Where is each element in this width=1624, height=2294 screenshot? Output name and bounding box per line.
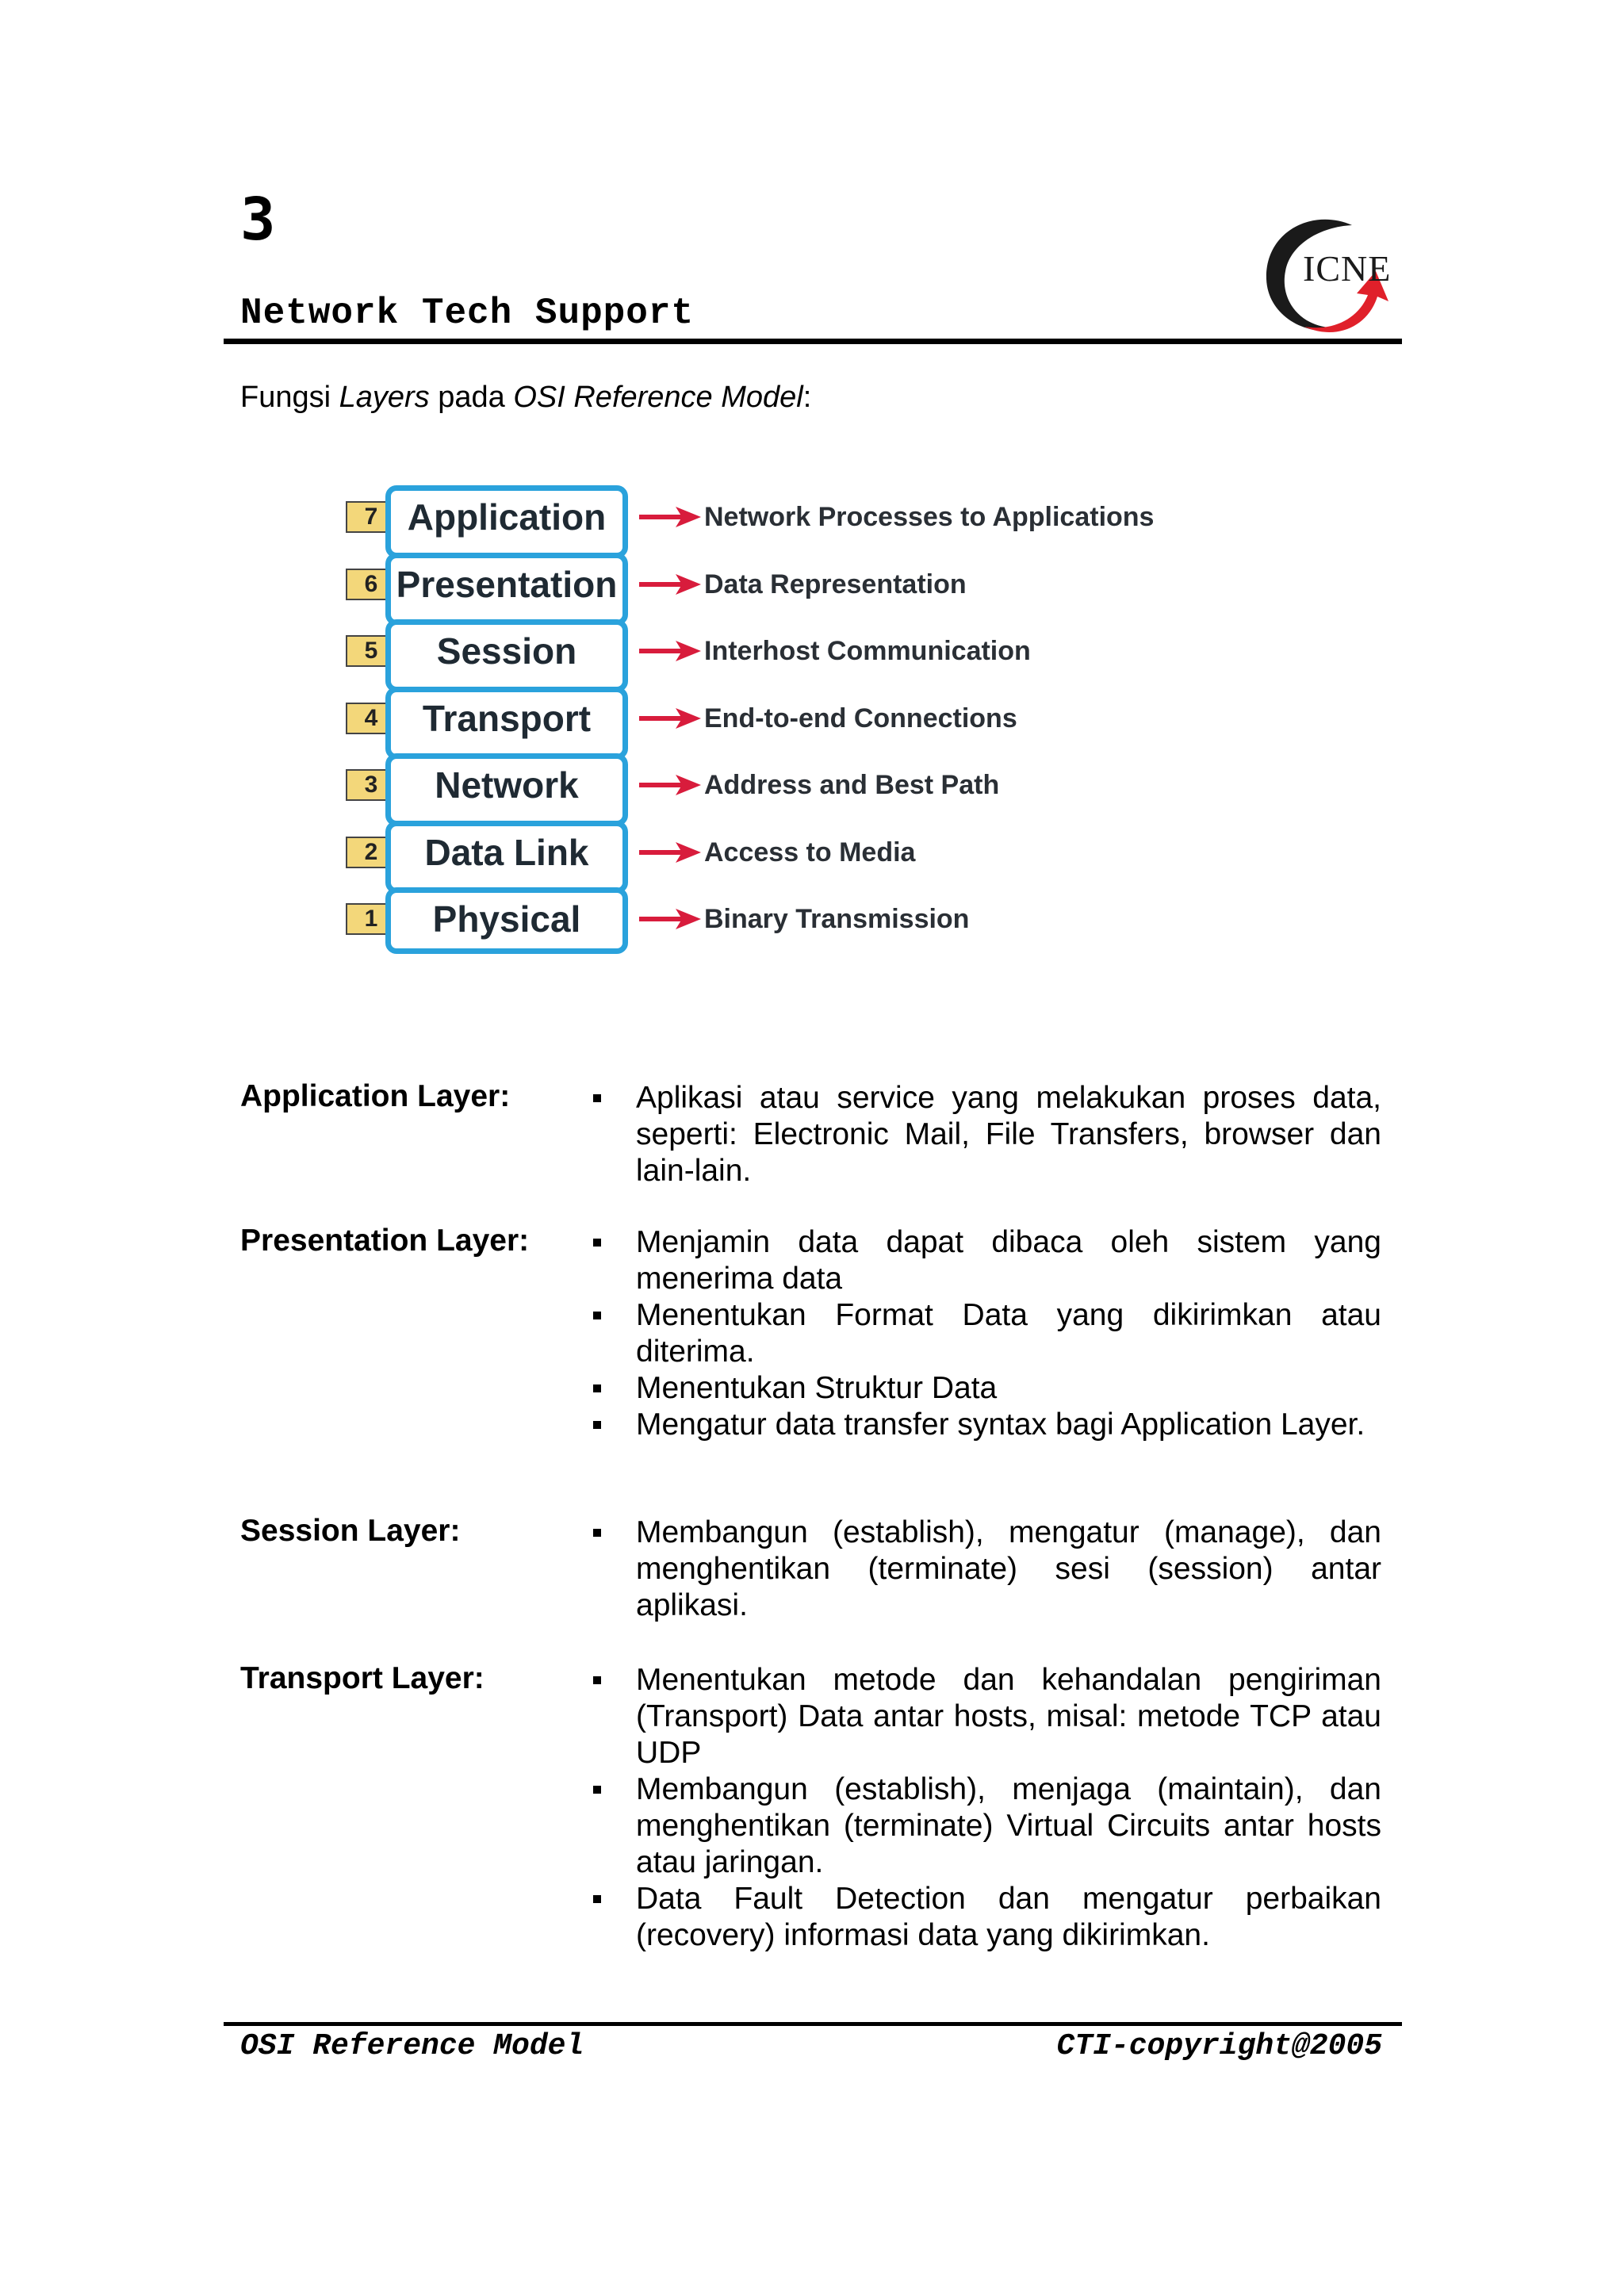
intro-text [240, 380, 811, 416]
section-label: Presentation Layer: [240, 1224, 530, 1258]
layer-box: Transport [385, 687, 628, 760]
bullet-item: Membangun (establish), menjaga (maintain), dan menghentikan (terminate) Virtual Circuits antar hosts atau jaringan. [588, 1771, 1381, 1881]
section-bullets [588, 1224, 1381, 1443]
layer-box: Network [385, 753, 628, 826]
layer-box: Session [385, 619, 628, 692]
layer-number: 5 [346, 635, 396, 667]
layer-function: Binary Transmission [704, 904, 970, 934]
section-label: Application Layer: [240, 1079, 511, 1113]
layer-box: Presentation [385, 553, 628, 626]
layer-function: Data Representation [704, 569, 967, 599]
intro-osi-model: OSI Reference Model [513, 381, 803, 414]
layer-function: Access to Media [704, 837, 916, 867]
intro-layers: Layers [339, 381, 430, 414]
layer-function: Address and Best Path [704, 770, 1000, 800]
layer-number: 2 [346, 837, 396, 868]
bullet-item: Menentukan Struktur Data [588, 1370, 1381, 1407]
arrow-icon [639, 907, 701, 931]
intro-middle: pada [429, 381, 514, 414]
layer-function: End-to-end Connections [704, 703, 1017, 733]
icne-logo [1257, 208, 1392, 343]
arrow-icon [639, 573, 701, 596]
bullet-item: Mengatur data transfer syntax bagi Application Layer. [588, 1407, 1381, 1443]
arrow-icon [639, 841, 701, 864]
layer-number: 1 [346, 903, 396, 935]
layer-number: 7 [346, 501, 396, 533]
layer-box: Application [385, 485, 628, 558]
section-label: Session Layer: [240, 1514, 461, 1548]
intro-suffix: : [802, 381, 812, 414]
arrow-icon [639, 773, 701, 797]
layer-number: 3 [346, 769, 396, 801]
logo-text: ICNE [1303, 248, 1392, 289]
footer-divider [224, 2022, 1402, 2026]
footer-copyright: CTI-copyright@2005 [1056, 2029, 1382, 2063]
header-title: Network Tech Support [240, 293, 695, 334]
layer-number: 6 [346, 569, 396, 600]
bullet-item: Aplikasi atau service yang melakukan proses data, seperti: Electronic Mail, File Transfers, browser dan lain-lain. [588, 1080, 1381, 1189]
layer-box: Data Link [385, 821, 628, 894]
section-bullets [588, 1515, 1381, 1624]
layer-function: Network Processes to Applications [704, 502, 1155, 532]
bullet-item: Membangun (establish), mengatur (manage), dan menghentikan (terminate) sesi (session) antar aplikasi. [588, 1515, 1381, 1624]
intro-prefix: Fungsi [240, 381, 339, 414]
layer-box: Physical [385, 887, 628, 954]
footer-title: OSI Reference Model [240, 2029, 584, 2063]
arrow-icon [639, 639, 701, 663]
arrow-icon [639, 707, 701, 730]
osi-diagram [341, 485, 1213, 969]
header-divider [224, 339, 1402, 344]
bullet-item: Menentukan metode dan kehandalan pengiriman (Transport) Data antar hosts, misal: metode TCP atau UDP [588, 1662, 1381, 1771]
bullet-item: Menjamin data dapat dibaca oleh sistem yang menerima data [588, 1224, 1381, 1297]
section-bullets [588, 1080, 1381, 1189]
layer-number: 4 [346, 703, 396, 734]
bullet-item: Data Fault Detection dan mengatur perbaikan (recovery) informasi data yang dikirimkan. [588, 1881, 1381, 1954]
layer-function: Interhost Communication [704, 636, 1031, 666]
bullet-item: Menentukan Format Data yang dikirimkan atau diterima. [588, 1297, 1381, 1370]
section-bullets [588, 1662, 1381, 1954]
section-label: Transport Layer: [240, 1661, 485, 1695]
page-number: 3 [240, 186, 276, 254]
arrow-icon [639, 505, 701, 529]
